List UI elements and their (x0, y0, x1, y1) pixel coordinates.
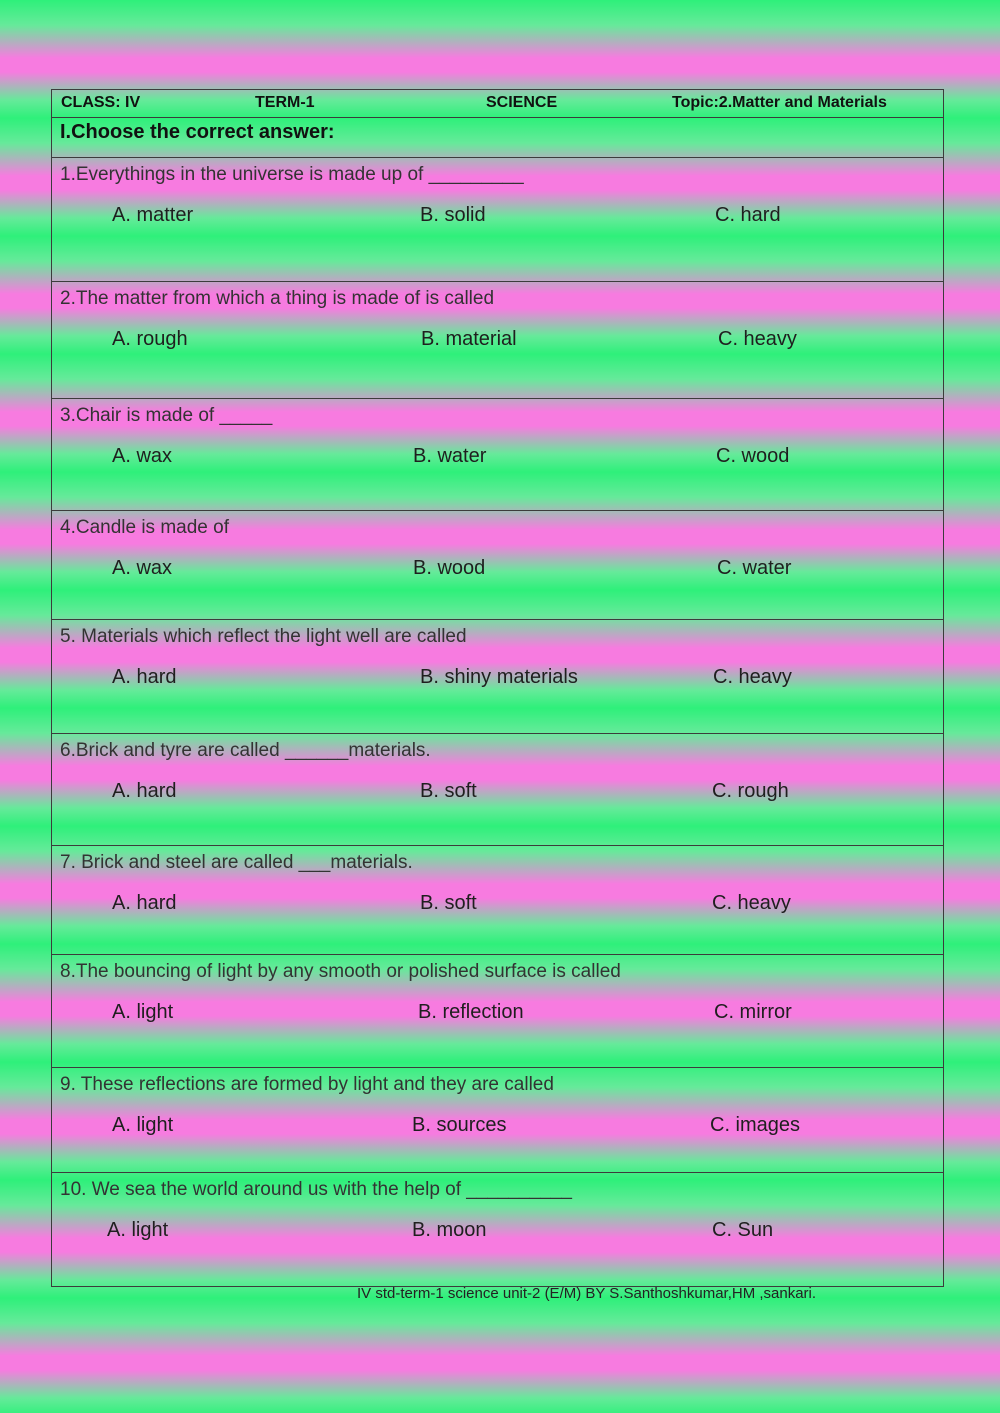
question-row (52, 158, 943, 282)
option-b[interactable]: B. reflection (418, 1001, 524, 1023)
option-b[interactable]: B. wood (413, 557, 486, 579)
option-a[interactable]: A. hard (112, 892, 177, 914)
term-label: TERM-1 (255, 94, 315, 111)
option-c[interactable]: C. hard (715, 204, 781, 226)
option-c[interactable]: C. water (717, 557, 792, 579)
option-a[interactable]: A. matter (112, 204, 194, 226)
question-text: 5. Materials which reflect the light well are called (60, 626, 467, 647)
question-text: 9. These reflections are formed by light and they are called (60, 1074, 554, 1095)
question-row (52, 846, 943, 955)
question-row (52, 955, 943, 1068)
option-c[interactable]: C. mirror (714, 1001, 792, 1023)
option-c[interactable]: C. wood (716, 445, 790, 467)
option-b[interactable]: B. solid (420, 204, 486, 226)
question-row (52, 734, 943, 846)
question-text: 2.The matter from which a thing is made of is called (60, 288, 495, 309)
question-row (52, 1068, 943, 1173)
option-b[interactable]: B. water (413, 445, 487, 467)
question-text: 8.The bouncing of light by any smooth or polished surface is called (60, 961, 621, 982)
option-a[interactable]: A. light (107, 1219, 169, 1241)
question-row (52, 1173, 943, 1286)
option-b[interactable]: B. material (421, 328, 517, 350)
subject-label: SCIENCE (486, 94, 558, 111)
option-b[interactable]: B. sources (412, 1114, 507, 1136)
option-a[interactable]: A. wax (112, 557, 173, 579)
class-label: CLASS: IV (61, 94, 141, 111)
option-c[interactable]: C. rough (712, 780, 789, 802)
question-row (52, 620, 943, 734)
option-c[interactable]: C. heavy (718, 328, 797, 350)
option-a[interactable]: A. light (112, 1114, 174, 1136)
question-text: 1.Everythings in the universe is made up of _________ (60, 164, 524, 185)
section-title-row (52, 118, 943, 158)
option-b[interactable]: B. soft (420, 780, 477, 802)
option-b[interactable]: B. soft (420, 892, 477, 914)
worksheet-table (51, 89, 944, 1287)
option-c[interactable]: C. heavy (713, 666, 792, 688)
section-title: I.Choose the correct answer: (60, 121, 335, 143)
footer-credit: IV std-term-1 science unit-2 (E/M) BY S.Santhoshkumar,HM ,sankari. (357, 1285, 817, 1302)
option-a[interactable]: A. hard (112, 780, 177, 802)
option-a[interactable]: A. light (112, 1001, 174, 1023)
question-row (52, 511, 943, 620)
topic-label: Topic:2.Matter and Materials (672, 94, 887, 111)
question-text: 10. We sea the world around us with the help of __________ (60, 1179, 572, 1200)
option-b[interactable]: B. shiny materials (420, 666, 578, 688)
option-b[interactable]: B. moon (412, 1219, 487, 1241)
option-a[interactable]: A. hard (112, 666, 177, 688)
question-row (52, 399, 943, 511)
question-text: 3.Chair is made of _____ (60, 405, 273, 426)
question-text: 7. Brick and steel are called ___materials. (60, 852, 413, 873)
option-a[interactable]: A. rough (112, 328, 188, 350)
option-a[interactable]: A. wax (112, 445, 173, 467)
option-c[interactable]: C. images (710, 1114, 801, 1136)
option-c[interactable]: C. heavy (712, 892, 791, 914)
question-text: 6.Brick and tyre are called ______materials. (60, 740, 431, 761)
question-text: 4.Candle is made of (60, 517, 229, 538)
header-row (52, 90, 943, 118)
option-c[interactable]: C. Sun (712, 1219, 774, 1241)
question-row (52, 282, 943, 399)
